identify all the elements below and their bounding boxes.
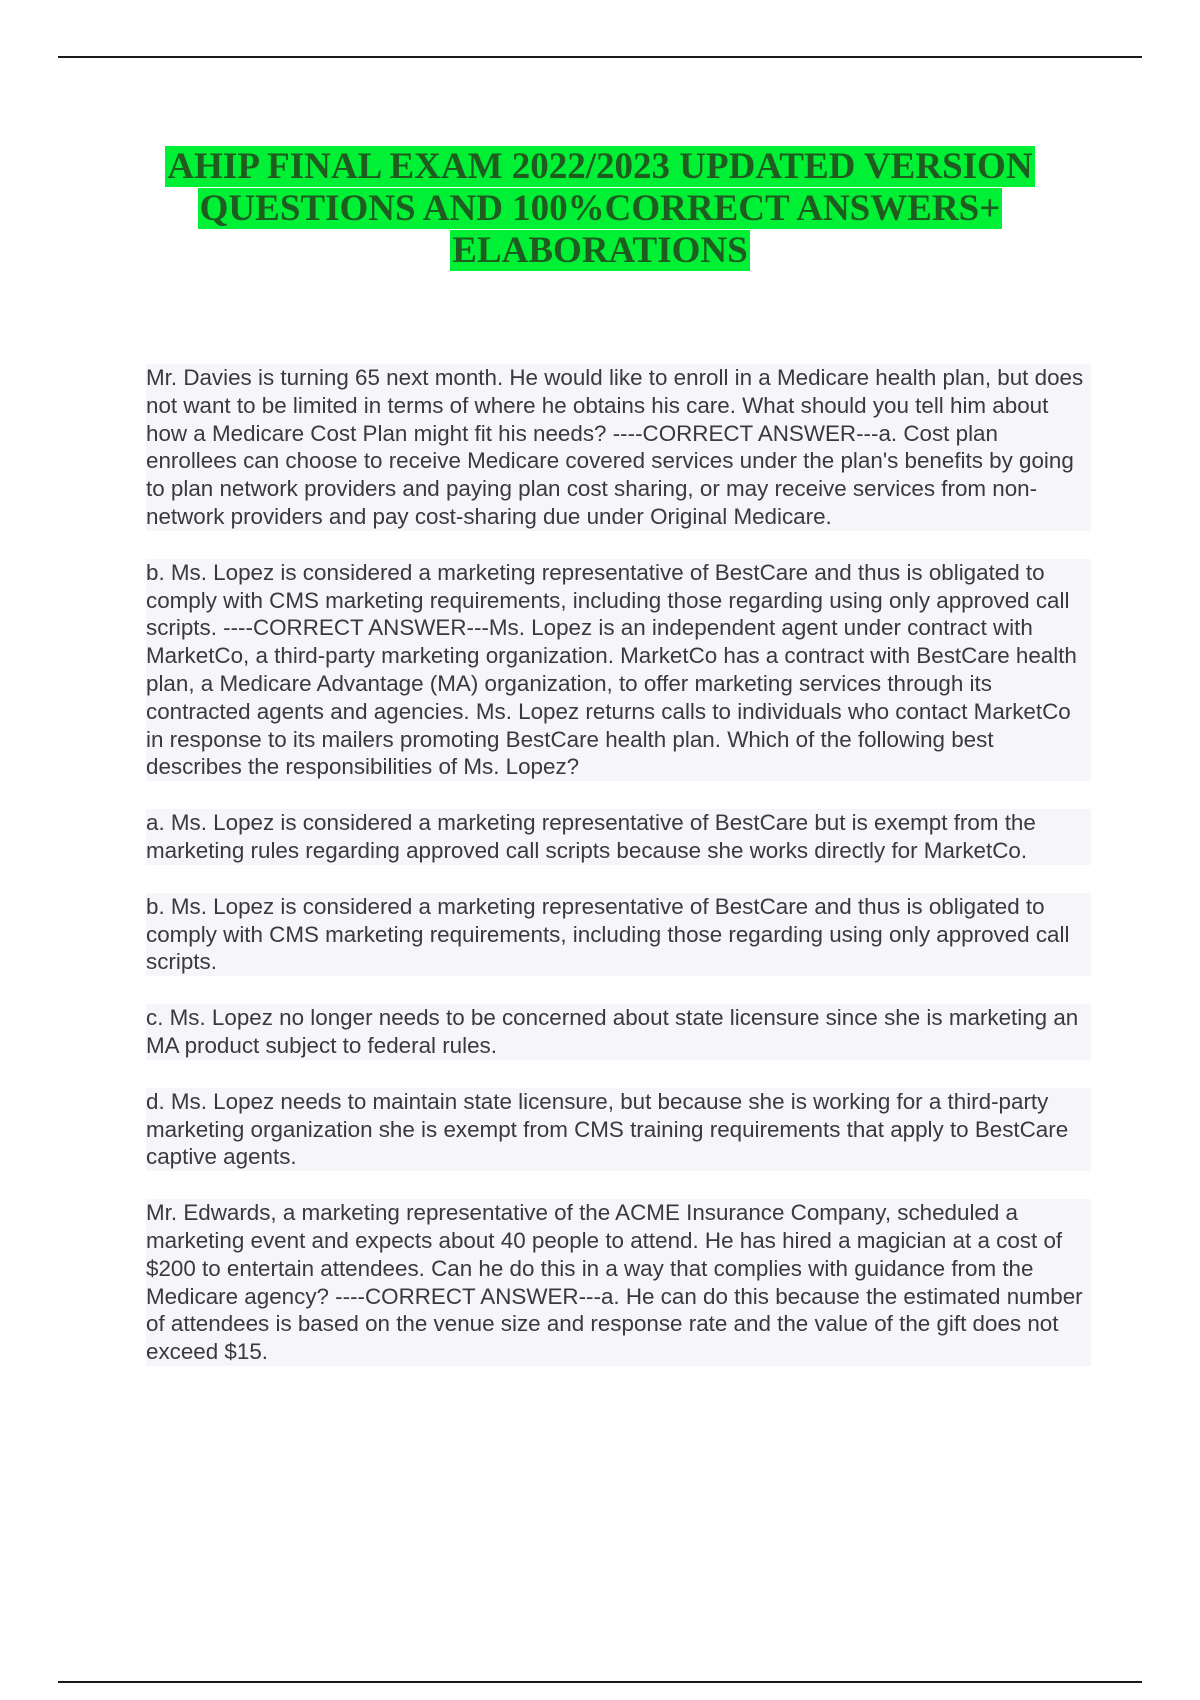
answer-option-c: c. Ms. Lopez no longer needs to be concerned about state licensure since she is marketing an MA product subject to federal rules. xyxy=(146,1004,1091,1060)
top-rule xyxy=(58,56,1142,58)
document-body xyxy=(146,364,1091,1394)
question-paragraph-2: b. Ms. Lopez is considered a marketing representative of BestCare and thus is obligated to comply with CMS marketing requirements, including those regarding using only approved call scripts. ----CORRECT ANSWER---Ms. Lopez is an independent agent under contract with MarketCo, a third-party marketing organization. MarketCo has a contract with BestCare health plan, a Medicare Advantage (MA) organization, to offer marketing services through its contracted agents and agencies. Ms. Lopez returns calls to individuals who contact MarketCo in response to its mailers promoting BestCare health plan. Which of the following best describes the responsibilities of Ms. Lopez? xyxy=(146,559,1091,781)
answer-option-a: a. Ms. Lopez is considered a marketing representative of BestCare but is exempt from the marketing rules regarding approved call scripts because she works directly for MarketCo. xyxy=(146,809,1091,865)
bottom-rule xyxy=(58,1681,1142,1683)
answer-option-b: b. Ms. Lopez is considered a marketing representative of BestCare and thus is obligated to comply with CMS marketing requirements, including those regarding using only approved call scripts. xyxy=(146,893,1091,976)
question-paragraph-1: Mr. Davies is turning 65 next month. He would like to enroll in a Medicare health plan, but does not want to be limited in terms of where he obtains his care. What should you tell him about how a Medicare Cost Plan might fit his needs? ----CORRECT ANSWER---a. Cost plan enrollees can choose to receive Medicare covered services under the plan's benefits by going to plan network providers and paying plan cost sharing, or may receive services from non-network providers and pay cost-sharing due under Original Medicare. xyxy=(146,364,1091,531)
question-paragraph-3: Mr. Edwards, a marketing representative of the ACME Insurance Company, scheduled a marketing event and expects about 40 people to attend. He has hired a magician at a cost of $200 to entertain attendees. Can he do this in a way that complies with guidance from the Medicare agency? ----CORRECT ANSWER---a. He can do this because the estimated number of attendees is based on the venue size and response rate and the value of the gift does not exceed $15. xyxy=(146,1199,1091,1366)
document-title-block xyxy=(100,146,1100,272)
answer-option-d: d. Ms. Lopez needs to maintain state licensure, but because she is working for a third-party marketing organization she is exempt from CMS training requirements that apply to BestCare captive agents. xyxy=(146,1088,1091,1171)
document-title: AHIP FINAL EXAM 2022/2023 UPDATED VERSION QUESTIONS AND 100%CORRECT ANSWERS+ ELABORATIONS xyxy=(167,146,1033,271)
